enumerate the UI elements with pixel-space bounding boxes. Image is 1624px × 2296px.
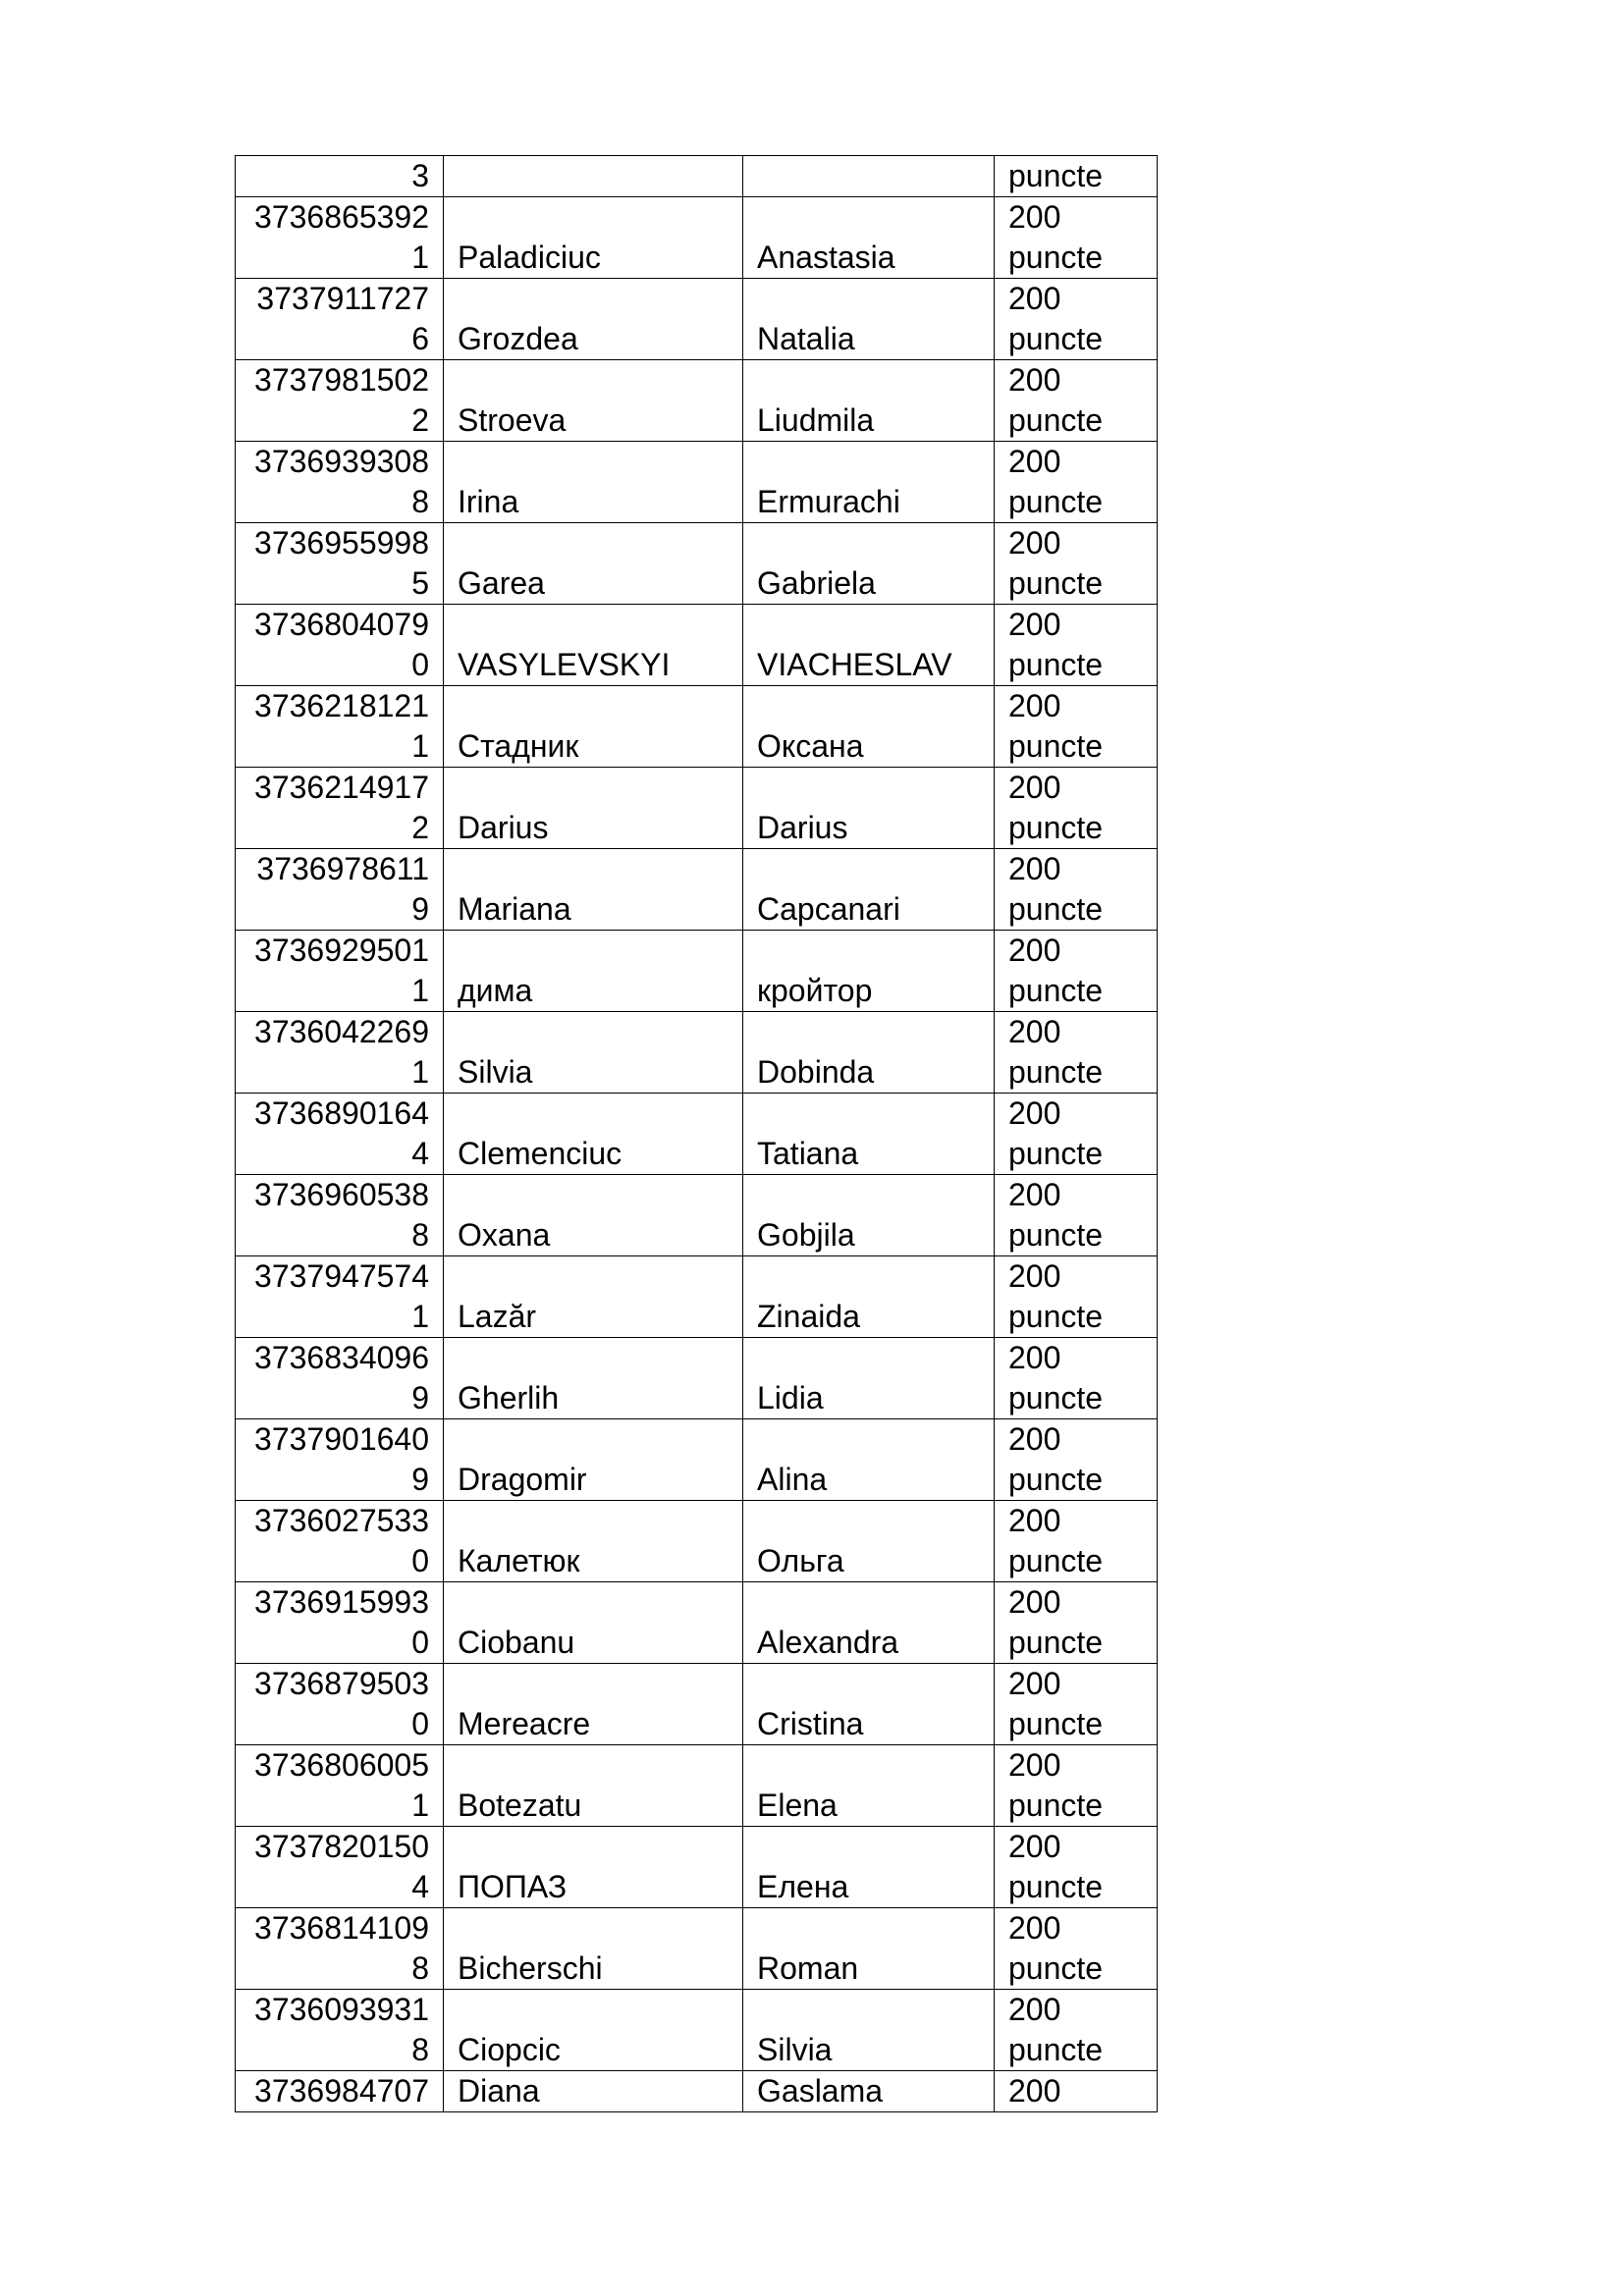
points-unit: puncte	[1008, 321, 1104, 356]
last-name-cell: Gaslama	[743, 2071, 995, 2112]
points-cell	[995, 1745, 1158, 1827]
phone-line-2: 1	[411, 240, 429, 275]
phone-line-2: 1	[411, 1299, 429, 1334]
phone-cell	[236, 1419, 444, 1501]
points-value: 200	[1008, 1584, 1061, 1620]
phone-line-1: 3736218121	[254, 688, 429, 723]
last-name-cell: VIACHESLAV	[743, 605, 995, 686]
points-unit: puncte	[1008, 484, 1104, 519]
points-cell	[995, 1012, 1158, 1094]
table-row	[236, 1582, 1158, 1664]
phone-cell	[236, 849, 444, 931]
points-unit: puncte	[1008, 810, 1104, 845]
points-cell	[995, 360, 1158, 442]
last-name-cell: Cristina	[743, 1664, 995, 1745]
phone-cell	[236, 1094, 444, 1175]
last-name-cell: Elena	[743, 1745, 995, 1827]
points-unit: puncte	[1008, 1380, 1104, 1415]
first-name-cell: ПОПАЗ	[444, 1827, 743, 1908]
first-name-cell: Grozdea	[444, 279, 743, 360]
phone-cell	[236, 1175, 444, 1256]
table-row	[236, 1745, 1158, 1827]
phone-line-1: 3736960538	[254, 1177, 429, 1212]
phone-line-2: 2	[411, 402, 429, 438]
first-name-cell: Bicherschi	[444, 1908, 743, 1990]
first-name-cell: Botezatu	[444, 1745, 743, 1827]
phone-line-1: 3736865392	[254, 199, 429, 235]
phone-line-2: 4	[411, 1136, 429, 1171]
points-cell	[995, 1501, 1158, 1582]
points-unit: puncte	[1008, 565, 1104, 601]
first-name-cell: Irina	[444, 442, 743, 523]
table-row	[236, 1094, 1158, 1175]
first-name-cell: Dragomir	[444, 1419, 743, 1501]
phone-cell	[236, 1664, 444, 1745]
points-value: 200	[1008, 1503, 1061, 1538]
table-row	[236, 197, 1158, 279]
table-row-last	[236, 2071, 1158, 2112]
table-row-continued	[236, 156, 1158, 197]
points-cell: puncte	[995, 156, 1158, 197]
points-value: 200	[1008, 199, 1061, 235]
points-value: 200	[1008, 1340, 1061, 1375]
phone-line-2: 5	[411, 565, 429, 601]
phone-line-1: 3736955998	[254, 525, 429, 561]
points-unit: puncte	[1008, 1543, 1104, 1578]
points-unit: puncte	[1008, 2032, 1104, 2067]
points-cell	[995, 605, 1158, 686]
points-value: 200	[1008, 281, 1061, 316]
table-row	[236, 1501, 1158, 1582]
points-value: 200	[1008, 1177, 1061, 1212]
phone-line-2: 0	[411, 1625, 429, 1660]
phone-line-2: 1	[411, 973, 429, 1008]
phone-line-2: 2	[411, 810, 429, 845]
phone-line-2: 0	[411, 1706, 429, 1741]
first-name-cell: Калетюк	[444, 1501, 743, 1582]
points-unit: puncte	[1008, 728, 1104, 764]
table-row	[236, 1908, 1158, 1990]
points-unit: puncte	[1008, 891, 1104, 927]
phone-line-2: 4	[411, 1869, 429, 1904]
phone-line-2: 0	[411, 1543, 429, 1578]
points-value: 200	[1008, 1095, 1061, 1131]
phone-cell	[236, 1501, 444, 1582]
points-value: 200	[1008, 688, 1061, 723]
last-name-cell	[743, 156, 995, 197]
points-unit: puncte	[1008, 1462, 1104, 1497]
phone-cell	[236, 197, 444, 279]
points-value: 200	[1008, 1992, 1061, 2027]
table-row	[236, 931, 1158, 1012]
phone-line-1: 3736915993	[254, 1584, 429, 1620]
phone-line-1: 3737911727	[256, 281, 429, 316]
first-name-cell: дима	[444, 931, 743, 1012]
phone-cell	[236, 279, 444, 360]
last-name-cell: Roman	[743, 1908, 995, 1990]
phone-cell	[236, 605, 444, 686]
phone-cell	[236, 1827, 444, 1908]
points-cell	[995, 686, 1158, 768]
points-value: 200	[1008, 1421, 1061, 1457]
phone-cell: 3736984707	[236, 2071, 444, 2112]
points-unit: puncte	[1008, 1869, 1104, 1904]
phone-cell	[236, 686, 444, 768]
last-name-cell: Dobinda	[743, 1012, 995, 1094]
table-row	[236, 686, 1158, 768]
points-value: 200	[1008, 525, 1061, 561]
first-name-cell: Lazăr	[444, 1256, 743, 1338]
phone-line-1: 3737820150	[254, 1829, 429, 1864]
points-value: 200	[1008, 1258, 1061, 1294]
phone-line-1: 3737901640	[254, 1421, 429, 1457]
table-row	[236, 279, 1158, 360]
first-name-cell: Stroeva	[444, 360, 743, 442]
points-cell: 200	[995, 2071, 1158, 2112]
phone-line-2: 9	[411, 1380, 429, 1415]
phone-line-2: 1	[411, 1788, 429, 1823]
phone-line-1: 3736806005	[254, 1747, 429, 1783]
first-name-cell: Clemenciuc	[444, 1094, 743, 1175]
first-name-cell: Mariana	[444, 849, 743, 931]
participants-table	[235, 155, 1158, 2112]
phone-line-2: 8	[411, 1217, 429, 1253]
points-unit: puncte	[1008, 1054, 1104, 1090]
phone-line-1: 3736929501	[254, 933, 429, 968]
points-unit: puncte	[1008, 240, 1104, 275]
phone-line-2: 6	[411, 321, 429, 356]
first-name-cell: Mereacre	[444, 1664, 743, 1745]
phone-cell	[236, 1012, 444, 1094]
table-row	[236, 1664, 1158, 1745]
phone-line-1: 3736214917	[254, 770, 429, 805]
points-unit: puncte	[1008, 973, 1104, 1008]
first-name-cell: Silvia	[444, 1012, 743, 1094]
first-name-cell: Darius	[444, 768, 743, 849]
points-value: 200	[1008, 362, 1061, 398]
points-unit: puncte	[1008, 1706, 1104, 1741]
points-unit: puncte	[1008, 1217, 1104, 1253]
phone-line-1: 3736042269	[254, 1014, 429, 1049]
points-cell	[995, 197, 1158, 279]
points-cell	[995, 1664, 1158, 1745]
points-cell	[995, 1338, 1158, 1419]
table-row	[236, 849, 1158, 931]
first-name-cell: Diana	[444, 2071, 743, 2112]
phone-cell	[236, 1908, 444, 1990]
points-cell	[995, 1827, 1158, 1908]
phone-line-2: 8	[411, 1950, 429, 1986]
table-row	[236, 768, 1158, 849]
points-cell	[995, 523, 1158, 605]
table-row	[236, 360, 1158, 442]
first-name-cell: Gherlih	[444, 1338, 743, 1419]
points-value: 200	[1008, 1747, 1061, 1783]
first-name-cell	[444, 156, 743, 197]
points-unit: puncte	[1008, 1950, 1104, 1986]
table-row	[236, 442, 1158, 523]
points-unit: puncte	[1008, 402, 1104, 438]
phone-cell: 3	[236, 156, 444, 197]
phone-line-1: 3736834096	[254, 1340, 429, 1375]
points-value: 200	[1008, 1910, 1061, 1946]
points-cell	[995, 1256, 1158, 1338]
phone-cell	[236, 1256, 444, 1338]
first-name-cell: Ciobanu	[444, 1582, 743, 1664]
points-cell	[995, 849, 1158, 931]
first-name-cell: VASYLEVSKYI	[444, 605, 743, 686]
table-row	[236, 605, 1158, 686]
table-row	[236, 1990, 1158, 2071]
points-unit: puncte	[1008, 647, 1104, 682]
points-cell	[995, 1990, 1158, 2071]
phone-line-2: 9	[411, 1462, 429, 1497]
phone-line-1: 3736093931	[254, 1992, 429, 2027]
last-name-cell: Darius	[743, 768, 995, 849]
last-name-cell: Оксана	[743, 686, 995, 768]
last-name-cell: Anastasia	[743, 197, 995, 279]
points-cell	[995, 931, 1158, 1012]
points-unit: puncte	[1008, 1299, 1104, 1334]
points-cell	[995, 1094, 1158, 1175]
table-row	[236, 1338, 1158, 1419]
phone-cell	[236, 1582, 444, 1664]
last-name-cell: Tatiana	[743, 1094, 995, 1175]
points-cell	[995, 1419, 1158, 1501]
first-name-cell: Paladiciuc	[444, 197, 743, 279]
first-name-cell: Ciopcic	[444, 1990, 743, 2071]
phone-line-1: 3736879503	[254, 1666, 429, 1701]
phone-line-2: 1	[411, 728, 429, 764]
table-row	[236, 523, 1158, 605]
table-row	[236, 1256, 1158, 1338]
phone-cell	[236, 1338, 444, 1419]
last-name-cell: кройтор	[743, 931, 995, 1012]
last-name-cell: Alexandra	[743, 1582, 995, 1664]
participants-table-body	[236, 156, 1158, 2112]
last-name-cell: Silvia	[743, 1990, 995, 2071]
table-row	[236, 1012, 1158, 1094]
phone-cell	[236, 1990, 444, 2071]
points-value: 200	[1008, 1014, 1061, 1049]
phone-cell	[236, 360, 444, 442]
points-value: 200	[1008, 933, 1061, 968]
points-value: 200	[1008, 770, 1061, 805]
phone-line-1: 3736804079	[254, 607, 429, 642]
last-name-cell: Ольга	[743, 1501, 995, 1582]
points-value: 200	[1008, 1829, 1061, 1864]
points-cell	[995, 279, 1158, 360]
phone-cell	[236, 442, 444, 523]
last-name-cell: Capcanari	[743, 849, 995, 931]
points-value: 200	[1008, 1666, 1061, 1701]
phone-line-1: 3736027533	[254, 1503, 429, 1538]
points-value: 200	[1008, 607, 1061, 642]
table-row	[236, 1827, 1158, 1908]
points-cell	[995, 768, 1158, 849]
phone-line-2: 8	[411, 484, 429, 519]
phone-cell	[236, 523, 444, 605]
points-cell	[995, 1175, 1158, 1256]
phone-line-1: 3736939308	[254, 444, 429, 479]
last-name-cell: Lidia	[743, 1338, 995, 1419]
points-unit: puncte	[1008, 1788, 1104, 1823]
last-name-cell: Zinaida	[743, 1256, 995, 1338]
phone-line-1: 3736814109	[254, 1910, 429, 1946]
phone-line-2: 1	[411, 1054, 429, 1090]
phone-cell	[236, 931, 444, 1012]
phone-line-2: 0	[411, 647, 429, 682]
first-name-cell: Garea	[444, 523, 743, 605]
phone-cell	[236, 1745, 444, 1827]
phone-line-1: 3737947574	[254, 1258, 429, 1294]
phone-cell	[236, 768, 444, 849]
points-unit: puncte	[1008, 1625, 1104, 1660]
phone-line-1: 3736978611	[256, 851, 429, 886]
points-value: 200	[1008, 444, 1061, 479]
first-name-cell: Oxana	[444, 1175, 743, 1256]
last-name-cell: Liudmila	[743, 360, 995, 442]
last-name-cell: Ermurachi	[743, 442, 995, 523]
phone-line-1: 3736890164	[254, 1095, 429, 1131]
table-row	[236, 1419, 1158, 1501]
points-unit: puncte	[1008, 1136, 1104, 1171]
table-row	[236, 1175, 1158, 1256]
first-name-cell: Стадник	[444, 686, 743, 768]
last-name-cell: Gobjila	[743, 1175, 995, 1256]
phone-line-2: 9	[411, 891, 429, 927]
last-name-cell: Natalia	[743, 279, 995, 360]
last-name-cell: Alina	[743, 1419, 995, 1501]
points-value: 200	[1008, 851, 1061, 886]
last-name-cell: Gabriela	[743, 523, 995, 605]
points-cell	[995, 1582, 1158, 1664]
points-cell	[995, 1908, 1158, 1990]
points-cell	[995, 442, 1158, 523]
last-name-cell: Елена	[743, 1827, 995, 1908]
phone-line-1: 3737981502	[254, 362, 429, 398]
phone-line-2: 8	[411, 2032, 429, 2067]
